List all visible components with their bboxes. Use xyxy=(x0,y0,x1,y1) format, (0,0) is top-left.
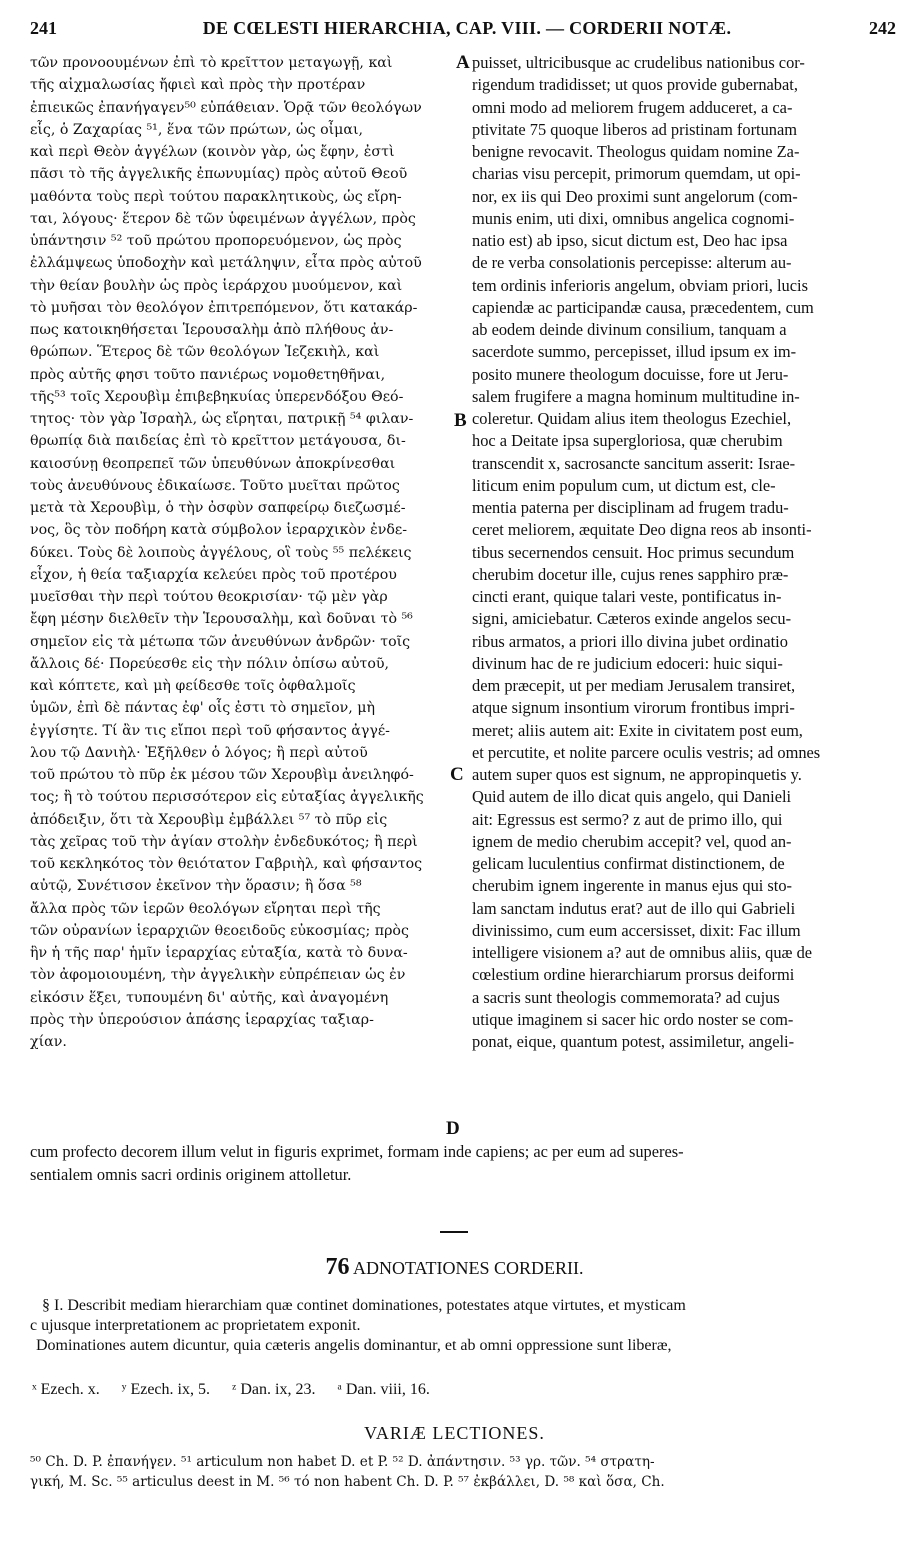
annotation-block xyxy=(30,1296,890,1356)
greek-line: πρὸς τὴν ὑπερούσιον ἁπάσης ἱεραρχίας ταξιαρ- xyxy=(30,1011,374,1028)
continuation-paragraph xyxy=(30,1140,886,1186)
latin-line: puisset, ultricibusque ac crudelibus nationibus cor- xyxy=(472,53,805,72)
greek-line: μυεῖσθαι τὴν περὶ τούτου θεοκρισίαν· τῷ μὲν γὰρ xyxy=(30,589,388,605)
page-number-right: 242 xyxy=(869,18,896,38)
variants-heading: VARIÆ LECTIONES. xyxy=(364,1423,545,1443)
greek-line: ὑπάντησιν ⁵² τοῦ πρώτου προπορευόμενον, ὡς πρὸς xyxy=(30,233,402,249)
greek-line: τὸν ἀφομοιουμένη, τὴν ἀγγελικὴν εὐπρέπειαν ὡς ἐν xyxy=(30,967,406,984)
greek-line: ἐγγίσητε. Τί ἂν τις εἴποι περὶ τοῦ φήσαντος ἀγγέ- xyxy=(30,722,390,739)
latin-line: ceret meliorem, æquitate Deo digna reos ab insonti- xyxy=(472,520,812,540)
latin-line: a sacris sunt theologis commemorata? ad cujus xyxy=(472,987,780,1007)
margin-marker-a: A xyxy=(456,52,470,73)
latin-line: ribus armatos, a priori illo divina jubet ordinatio xyxy=(472,631,788,651)
greek-line: τητος· τὸν γὰρ Ἰσραὴλ, ὡς εἴρηται, πατρικῇ ⁵⁴ φιλαν- xyxy=(30,411,414,427)
latin-line: intelligere visionem a? aut de omnibus aliis, quæ de xyxy=(472,943,813,962)
annotation-line: § I. Describit mediam hierarchiam quæ continet dominationes, potestates atque virtutes, et mysticam xyxy=(42,1297,686,1314)
latin-line: ait: Egressus est sermo? z aut de primo illo, qui xyxy=(472,809,783,829)
latin-line: omni modo ad meliorem frugem adduceret, a ca- xyxy=(472,97,793,117)
latin-line: Quid autem de illo dicat quis angelo, qui Danieli xyxy=(472,787,792,807)
greek-line: μετὰ τὰ Χερουβὶμ, ὁ τὴν ὀσφὺν σαπφείρῳ διεζωσμέ- xyxy=(30,500,406,516)
latin-line: liticum enim populum cum, ut dictum est, cle- xyxy=(472,475,776,495)
latin-line: divinum hac de re judicium edoceri: huic siqui- xyxy=(472,653,783,673)
latin-line: signi, amiciebatur. Cæteros exinde angelos secu- xyxy=(472,609,792,629)
greek-line: ται, λόγους· ἕτερον δὲ τῶν ὑφειμένων ἀγγέλων, πρὸς xyxy=(30,210,416,227)
greek-line: τῆς⁵³ τοῖς Χερουβὶμ ἐπιβεβηκυίας ὑπερενδόξου Θεό- xyxy=(30,388,404,405)
latin-line: meret; aliis autem ait: Exite in civitatem post eum, xyxy=(472,720,803,740)
scripture-references xyxy=(32,1381,882,1399)
greek-line: ἣν ἡ τῆς παρ' ἡμῖν ἱεραρχίας εὐταξία, κατὰ τὸ δυνα- xyxy=(30,945,408,961)
latin-text-column xyxy=(472,52,886,1053)
section-divider xyxy=(440,1231,468,1233)
page-header xyxy=(22,18,902,44)
greek-line: ὑμῶν, ἐπὶ δὲ πάντας ἐφ' οἷς ἐστι τὸ σημεῖον, μὴ xyxy=(30,700,376,717)
greek-line: χίαν. xyxy=(30,1034,67,1050)
latin-line: tibus secernendos censuit. Hoc primus secundum xyxy=(472,542,795,562)
greek-line: πᾶσι τὸ τῆς ἀγγελικῆς ἐπωνυμίας) πρὸς αὐτοῦ Θεοῦ xyxy=(30,166,408,183)
reference-a: ᵃ Dan. viii, 16. xyxy=(337,1381,430,1398)
latin-line: posito munere theologum docuisse, fore ut Jeru- xyxy=(472,364,789,384)
greek-line: τὴν θείαν βουλὴν ὡς πρὸς ἱεράρχου μυούμενον, καὶ xyxy=(30,277,403,294)
greek-line: τοὺς ἀνευθύνους ἐδικαίωσε. Τοῦτο μυεῖται πρῶτος xyxy=(30,477,400,494)
greek-line: εἰκόσιν ἕξει, τυπουμένη δι' αὐτῆς, καὶ ἀναγομένη xyxy=(30,989,389,1006)
latin-line: ab eodem deinde divinum consilium, tanquam a xyxy=(472,320,787,339)
latin-line: natio est) ab ipso, sicut dictum est, Deo hac ipsa xyxy=(472,231,788,250)
greek-line: πως κατοικηθήσεται Ἱερουσαλὴμ ἀπὸ πλήθους ἀν- xyxy=(30,322,394,338)
greek-line: τοῦ πρώτου τὸ πῦρ ἐκ μέσου τῶν Χερουβὶμ ἀνειληφό- xyxy=(30,767,414,783)
latin-line: et percutite, et nolite parcere oculis vestris; ad omnes xyxy=(472,742,821,762)
latin-line: ignem de medio cherubim accepit? vel, quod an- xyxy=(472,831,792,851)
latin-line: gelicam luculentius confirmat distinctionem, de xyxy=(472,854,785,873)
margin-marker-d: D xyxy=(446,1118,460,1139)
latin-line: rigendum tradidisset; ut quos provide gubernabat, xyxy=(472,75,798,95)
latin-line: divinissimo, cum eum accersisset, dixit: Fac illum xyxy=(472,920,801,940)
greek-line: καὶ περὶ Θεὸν ἀγγέλων (κοινὸν γὰρ, ὡς ἔφην, ἐστὶ xyxy=(30,144,395,160)
continuation-line: sentialem omnis sacri ordinis originem attolletur. xyxy=(30,1165,352,1184)
greek-line: ἄλλοις δέ· Πορεύεσθε εἰς τὴν πόλιν ὀπίσω αὐτοῦ, xyxy=(30,655,390,672)
latin-line: charias visu percepit, primorum quemdam, ut opi- xyxy=(472,164,801,184)
greek-line: καὶ κόπτετε, καὶ μὴ φείδεσθε τοῖς ὀφθαλμοῖς xyxy=(30,678,356,694)
latin-line: hoc a Deitate ipsa supergloriosa, quæ cherubim xyxy=(472,431,783,451)
reference-x: ˣ Ezech. x. xyxy=(32,1381,100,1398)
latin-line: de re verba consolationis percepisse: alterum au- xyxy=(472,253,792,273)
variant-line: γική, M. Sc. ⁵⁵ articulus deest in M. ⁵⁶ τό non habent Ch. D. P. ⁵⁷ ἐκβάλλει, D. ⁵⁸ καὶ ὅσα, Ch. xyxy=(30,1474,665,1490)
greek-line: θρωπίᾳ διὰ παιδείας ἐπὶ τὸ κρεῖττον μετάγουσα, δι- xyxy=(30,433,406,450)
latin-line: cherubim docetur ille, cujus renes sapphiro præ- xyxy=(472,564,789,584)
latin-line: transcendit x, sacrosancte sancitum asserit: Israe- xyxy=(472,453,796,473)
section-title: ADNOTATIONES CORDERII. xyxy=(352,1258,584,1278)
greek-line: ἐπιεικῶς ἐπανήγαγεν⁵⁰ εὐπάθειαν. Ὁρᾷ τῶν θεολόγων xyxy=(30,99,422,116)
latin-line: cincti erant, quique talari veste, pontificatus in- xyxy=(472,587,782,606)
latin-line: utique imaginem si sacer hic ordo noster se com- xyxy=(472,1009,794,1029)
continuation-line: cum profecto decorem illum velut in figuris exprimet, formam inde capiens; ac per eum ad superes- xyxy=(30,1142,684,1161)
latin-line: benigne revocavit. Theologus quidam nomine Za- xyxy=(472,142,800,161)
variant-readings xyxy=(30,1452,890,1492)
latin-line: salem frugifere a magna hominum multitudine in- xyxy=(472,386,800,406)
greek-line: τῆς αἰχμαλωσίας ἤφιεὶ καὶ πρὸς τὴν προτέραν xyxy=(30,77,366,94)
greek-line: ἔφη μέσην διελθεῖν τὴν Ἱερουσαλὴμ, καὶ δοῦναι τὸ ⁵⁶ xyxy=(30,611,413,628)
greek-line: τῶν προνοουμένων ἐπὶ τὸ κρεῖττον μεταγωγῇ, καὶ xyxy=(30,55,393,71)
greek-line: αὐτῷ, Συνέτισον ἐκεῖνον τὴν ὅρασιν; ἢ ὅσα ⁵⁸ xyxy=(30,878,362,895)
greek-line: θρώπων. Ἕτερος δὲ τῶν θεολόγων Ἰεζεκιὴλ, καὶ xyxy=(30,344,380,361)
section-heading xyxy=(0,1254,909,1281)
greek-line: τὸ μυῆσαι τὸν θεολόγον ἐπιτρεπόμενον, ὅτι κατακάρ- xyxy=(30,299,418,316)
greek-line: τὰς χεῖρας τοῦ τὴν ἁγίαν στολὴν ἐνδεδυκότος; ἢ περὶ xyxy=(30,833,418,850)
greek-line: τῶν οὐρανίων ἱεραρχιῶν θεοειδοῦς εὐκοσμίας; πρὸς xyxy=(30,922,409,939)
latin-line: cœlestium ordine hierarchiarum prorsus deiformi xyxy=(472,965,795,985)
latin-line: cherubim ignem ingerente in manus ejus qui sto- xyxy=(472,876,793,896)
latin-line: mentia paterna per disciplinam ad frugem tradu- xyxy=(472,498,789,517)
latin-line: ponat, eique, quantum potest, assimiletur, angeli- xyxy=(472,1032,795,1051)
annotation-line: c ujusque interpretationem ac proprietatem exponit. xyxy=(30,1317,361,1334)
reference-z: ᶻ Dan. ix, 23. xyxy=(231,1381,316,1398)
latin-line: tem ordinis inferioris angelum, obviam priori, lucis xyxy=(472,275,808,295)
page-number-left: 241 xyxy=(30,18,57,38)
margin-marker-b: B xyxy=(454,410,467,431)
latin-line: capiendæ ac participandæ causa, præcedentem, cum xyxy=(472,297,814,317)
variant-line: ⁵⁰ Ch. D. P. ἐπανήγεν. ⁵¹ articulum non habet D. et P. ⁵² D. ἀπάντησιν. ⁵³ γρ. τῶν. ⁵⁴ στρατη- xyxy=(30,1454,655,1470)
greek-line: μαθόντα τοὺς περὶ τούτου παρακλητικοὺς, ὡς εἴρη- xyxy=(30,188,402,205)
latin-line: sacerdote summo, percepisset, illud ipsum ex im- xyxy=(472,342,797,362)
greek-line: δύκει. Τοὺς δὲ λοιποὺς ἀγγέλους, οἳ τοὺς ⁵⁵ πελέκεις xyxy=(30,544,412,561)
greek-line: πρὸς αὐτῆς φησι τοῦτο πανιέρως νομοθετηθῆναι, xyxy=(30,366,386,383)
greek-line: λου τῷ Δανιὴλ· Ἐξῆλθεν ὁ λόγος; ἢ περὶ αὐτοῦ xyxy=(30,744,368,761)
latin-line: nor, ex iis qui Deo proximi sunt angelorum (com- xyxy=(472,186,798,206)
greek-text-column xyxy=(30,52,460,1053)
greek-line: εἷς, ὁ Ζαχαρίας ⁵¹, ἕνα τῶν πρώτων, ὡς οἶμαι, xyxy=(30,121,364,138)
greek-line: νος, ὃς τὸν ποδήρη κατὰ σύμβολον ἱεραρχικὸν ἐνδε- xyxy=(30,522,408,539)
greek-line: ἐλλάμψεως ὑποδοχὴν καὶ μετάληψιν, εἶτα πρὸς αὐτοῦ xyxy=(30,255,422,272)
running-title: DE CŒLESTI HIERARCHIA, CAP. VIII. — CORDERII NOTÆ. xyxy=(202,18,732,38)
reference-y: ʸ Ezech. ix, 5. xyxy=(121,1381,210,1398)
greek-line: σημεῖον εἰς τὰ μέτωπα τῶν ἀνευθύνων ἀνδρῶν· τοῖς xyxy=(30,633,411,650)
latin-line: coleretur. Quidam alius item theologus Ezechiel, xyxy=(472,409,792,428)
latin-line: lam sanctam indutus erat? aut de illo qui Gabrieli xyxy=(472,898,796,918)
greek-line: εἶχον, ἡ θεία ταξιαρχία κελεύει πρὸς τοῦ προτέρου xyxy=(30,566,397,583)
margin-marker-c: C xyxy=(450,764,464,785)
annotation-line: Dominationes autem dicuntur, quia cæteris angelis dominantur, et ab omni oppressione sunt liberæ, xyxy=(36,1337,672,1354)
latin-line: munis enim, uti dixi, omnibus angelica cognomi- xyxy=(472,208,795,228)
greek-line: ἄλλα πρὸς τῶν ἱερῶν θεολόγων εἴρηται περὶ τῆς xyxy=(30,900,381,917)
section-number: 76 xyxy=(325,1254,350,1280)
latin-line: ptivitate 75 quoque liberos ad pristinam fortunam xyxy=(472,119,798,139)
latin-line: dem præcepit, ut per mediam Jerusalem transiret, xyxy=(472,676,796,695)
greek-line: τος; ἢ τὸ τούτου περισσότερον εἰς εὐταξίας ἀγγελικῆς xyxy=(30,789,424,806)
greek-line: τοῦ κεκληκότος τὸν θειότατον Γαβριὴλ, καὶ φήσαντος xyxy=(30,856,423,872)
greek-line: ἀπόδειξιν, ὅτι τὰ Χερουβὶμ ἐμβάλλει ⁵⁷ τὸ πῦρ εἰς xyxy=(30,811,388,828)
greek-line: καιοσύνῃ θεοπρεπεῖ τῶν ὑπευθύνων ἀποκρίνεσθαι xyxy=(30,455,396,472)
latin-line: atque signum insontium virorum frontibus impri- xyxy=(472,698,795,718)
latin-line: autem super quos est signum, ne appropinquetis y. xyxy=(472,765,802,784)
